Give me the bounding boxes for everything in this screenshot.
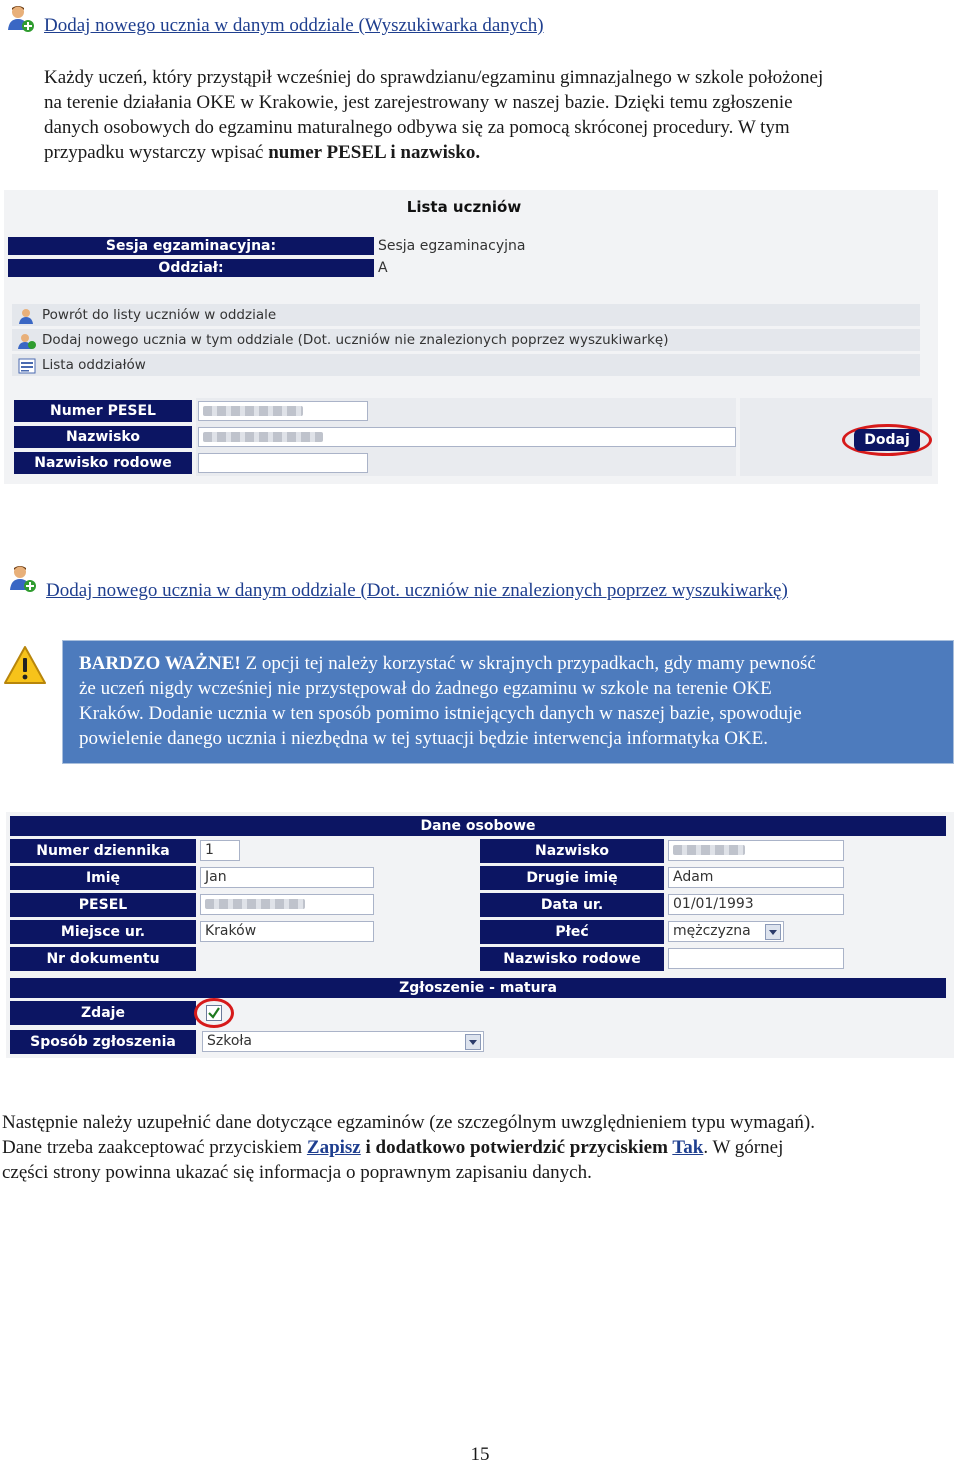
text-line: Każdy uczeń, który przystąpił wcześniej do sprawdzianu/egzaminu gimnazjalnego w szkole położonej xyxy=(44,67,824,88)
users-add-icon xyxy=(8,564,38,594)
menu-item-label: Lista oddziałów xyxy=(42,357,146,373)
text-fragment: Dane trzeba zaakceptować przyciskiem xyxy=(2,1137,307,1158)
registration-method-value: Szkoła xyxy=(207,1033,252,1049)
first-name-label: Imię xyxy=(10,866,196,890)
diary-number-label: Numer dziennika xyxy=(10,839,196,863)
gender-label: Płeć xyxy=(480,920,664,944)
warning-icon xyxy=(4,645,46,685)
user-icon xyxy=(18,308,36,322)
user-add-icon xyxy=(18,333,36,347)
menu-item-label: Powrót do listy uczniów w oddziale xyxy=(42,307,277,323)
birthplace-input[interactable]: Kraków xyxy=(200,921,374,942)
surname-label: Nazwisko xyxy=(480,839,664,863)
family-name-label: Nazwisko rodowe xyxy=(480,947,664,971)
closing-paragraph xyxy=(2,1110,954,1185)
list-icon xyxy=(18,358,36,372)
class-value: A xyxy=(378,260,388,276)
surname-input[interactable] xyxy=(198,427,736,447)
birth-date-input[interactable]: 01/01/1993 xyxy=(668,894,844,915)
section-heading[interactable]: Dodaj nowego ucznia w danym oddziale (Wyszukiwarka danych) xyxy=(44,15,544,36)
warning-text: Z opcji tej należy korzystać w skrajnych przypadkach, gdy mamy pewność xyxy=(240,653,816,674)
users-add-icon xyxy=(6,4,36,34)
family-name-label: Nazwisko rodowe xyxy=(14,452,192,474)
diary-number-input[interactable]: 1 xyxy=(200,840,240,861)
document-number-label: Nr dokumentu xyxy=(10,947,196,971)
warning-box xyxy=(62,640,954,764)
text-line: części strony powinna ukazać się informacja o poprawnym zapisaniu danych. xyxy=(2,1162,592,1183)
family-name-input[interactable] xyxy=(198,453,368,473)
text-line xyxy=(2,1135,954,1160)
surname-label: Nazwisko xyxy=(14,426,192,448)
menu-item-back[interactable] xyxy=(12,304,920,326)
class-label: Oddział: xyxy=(8,259,374,277)
session-value: Sesja egzaminacyjna xyxy=(378,238,526,254)
search-form xyxy=(12,398,932,478)
warning-line: że uczeń nigdy wcześniej nie przystępował do żadnego egzaminu w szkole na terenie OKE xyxy=(79,678,772,699)
section-heading[interactable]: Dodaj nowego ucznia w danym oddziale (Dot. uczniów nie znalezionych poprzez wyszukiwarkę) xyxy=(46,580,788,601)
menu-item-label: Dodaj nowego ucznia w tym oddziale (Dot. uczniów nie znalezionych poprzez wyszukiwarkę) xyxy=(42,332,669,348)
warning-line xyxy=(79,651,939,676)
chevron-down-icon[interactable] xyxy=(465,1034,481,1050)
menu-item-class-list[interactable] xyxy=(12,354,920,376)
text-line: Następnie należy uzupełnić dane dotyczące egzaminów (ze szczególnym uwzględnieniem typu wymagań). xyxy=(2,1112,815,1133)
registration-method-select[interactable] xyxy=(202,1031,484,1052)
takes-exam-checkbox[interactable] xyxy=(206,1005,222,1021)
menu-item-add-student[interactable] xyxy=(12,329,920,351)
gender-value: mężczyzna xyxy=(673,923,751,939)
registration-method-label: Sposób zgłoszenia xyxy=(10,1030,196,1054)
save-link[interactable]: Zapisz xyxy=(306,1137,361,1158)
surname-input[interactable] xyxy=(668,840,844,861)
pesel-label: Numer PESEL xyxy=(14,400,192,422)
text-fragment: przypadku wystarczy wpisać xyxy=(44,142,269,163)
birthplace-label: Miejsce ur. xyxy=(10,920,196,944)
registration-header: Zgłoszenie - matura xyxy=(10,978,946,998)
session-label: Sesja egzaminacyjna: xyxy=(8,237,374,255)
warning-line: Kraków. Dodanie ucznia w ten sposób pomimo istniejących danych w naszej bazie, spowoduje xyxy=(79,703,802,724)
emphasis: numer PESEL i nazwisko. xyxy=(268,142,481,163)
warning-title: BARDZO WAŻNE! xyxy=(79,653,241,674)
pesel-label: PESEL xyxy=(10,893,196,917)
pesel-input[interactable] xyxy=(198,401,368,421)
first-name-input[interactable]: Jan xyxy=(200,867,374,888)
text-line: na terenie działania OKE w Krakowie, jest zarejestrowany w naszej bazie. Dzięki temu zgłoszenie xyxy=(44,92,793,113)
panel-title: Lista uczniów xyxy=(406,198,522,216)
second-name-input[interactable]: Adam xyxy=(668,867,844,888)
personal-data-form-screenshot xyxy=(6,812,954,1058)
text-fragment: . W górnej xyxy=(703,1137,784,1158)
page-number: 15 xyxy=(470,1444,490,1465)
check-icon xyxy=(207,1006,221,1020)
student-list-screenshot xyxy=(4,190,938,484)
birth-date-label: Data ur. xyxy=(480,893,664,917)
gender-select[interactable] xyxy=(668,921,784,942)
emphasis: i dodatkowo potwierdzić przyciskiem xyxy=(360,1137,673,1158)
text-line xyxy=(44,140,954,165)
add-button[interactable]: Dodaj xyxy=(854,429,920,451)
second-name-label: Drugie imię xyxy=(480,866,664,890)
pesel-input[interactable] xyxy=(200,894,374,915)
personal-data-header: Dane osobowe xyxy=(10,816,946,836)
chevron-down-icon[interactable] xyxy=(765,924,781,940)
takes-exam-label: Zdaje xyxy=(10,1001,196,1025)
yes-link[interactable]: Tak xyxy=(672,1137,704,1158)
warning-line: powielenie danego ucznia i niezbędna w tej sytuacji będzie interwencja informatyka OKE. xyxy=(79,728,769,749)
intro-paragraph xyxy=(44,65,954,165)
text-line: danych osobowych do egzaminu maturalnego odbywa się za pomocą skróconej procedury. W tym xyxy=(44,117,790,138)
family-name-input[interactable] xyxy=(668,948,844,969)
